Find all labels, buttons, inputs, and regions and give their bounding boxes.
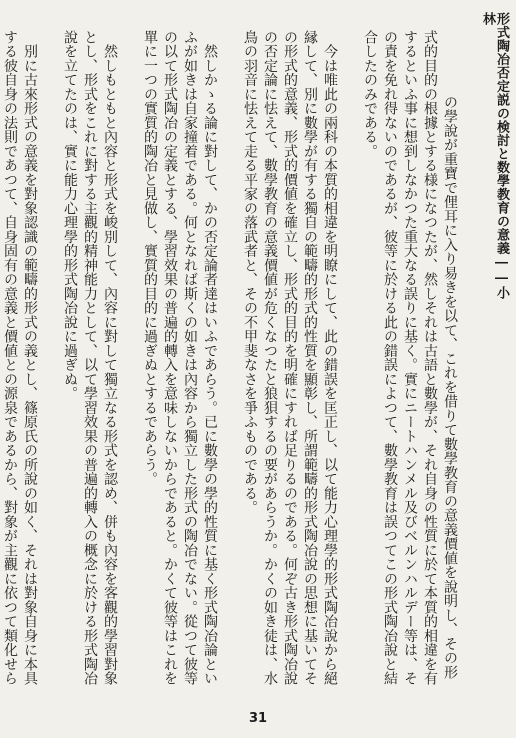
paragraph: 然しかゝる論に對して、かの否定論者達はいふであらう。已に數學の學的性質に基く形式陶冶論といふが如きは自家撞着である。何となれば斯くの如きは內容から獨立した形式の陶冶でない。從つて彼等の以て形式陶冶の定義とする、學習效果の普遍的轉入を意味しないからであると。かくて彼等はこれを單に一つの實質的陶冶と見做し、實質的目的に過ぎぬとするであらう。 <box>142 30 218 686</box>
body-text <box>2 30 480 692</box>
paragraph: 然しもともと內容と形式を峻別して、內容に對して獨立なる形式を認め、併も內容を客觀的學習對象とし、形式をこれに對する主觀的精神能力として、以て學習效果の普遍的轉入の概念に於ける形式陶冶說を立てたのは、實に能力心理學的形式陶冶說に過ぎぬ。 <box>62 30 118 686</box>
paragraph: の學說が重寶で俚耳に入り易きを以て、これを借りて數學教育の意義價値を說明し、その形式的目的の根據とする様になつたが、然しそれは古語と數學が、それ自身の性質に於て本質的相違を有するといふ事に想到しなかつた重大なる誤りに基く。實にニートハンメル及びベルンハルデー等は、その責を免れ得ないのであるが、彼等に於ける此の錯誤によつて、數學教育は誤つてこの形式陶冶說と結合したのみである。 <box>362 30 458 686</box>
paragraph: 今は唯此の兩科の本質的相違を明瞭にして、此の錯誤を匡正し、以て能力心理學的形式陶冶說から絕縁して、別に數學が有する獨自の範疇的形式的性質を顯彰し、所謂範疇的形式陶冶說の思想に基いてその形式的意義、形式的價値を確立し、形式的目的を明確にすれば足りるのである。何ぞ古き形式陶冶說の否定論に怯えて、數學教育の意義價値が危くなつたと狼狽するの要があらうか。かくの如き徒は、水鳥の羽音に怯えて走る平家の落武者と、その不甲斐なさを爭ふものである。 <box>242 30 338 686</box>
running-head: 形式陶冶否定説の検討と数學教育の意義――小林 <box>480 12 509 300</box>
paragraph: 別に古來形式の意義を對象認識の範疇的形式の義とし、篠原氏の所說の如く、それは對象自身に本具する彼自身の法則であつて、自身固有の意義と價値との源泉であるから、對象が主觀に依つて類化せら <box>2 30 38 686</box>
page-number: 31 <box>248 711 268 726</box>
